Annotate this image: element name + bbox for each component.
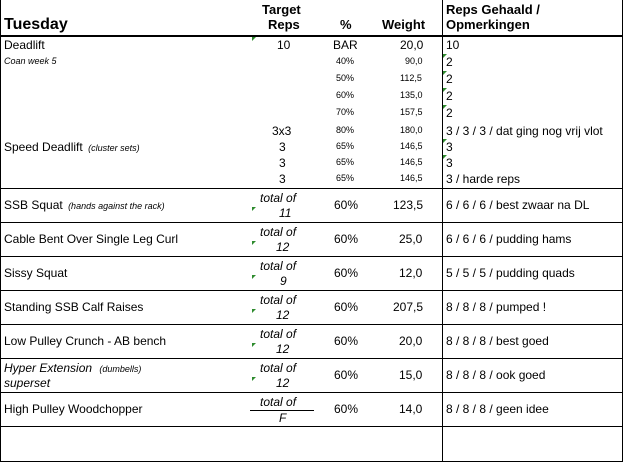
exercise-pct: 60% xyxy=(334,198,359,212)
exercise-name: Low Pulley Crunch - AB bench xyxy=(4,334,167,348)
deadlift-weight: 90,0 xyxy=(405,56,423,66)
row-rule-3 xyxy=(0,256,623,257)
target-reps-line2: 11 xyxy=(279,206,292,220)
exercise-name xyxy=(4,362,141,374)
exercise-weight: 15,0 xyxy=(399,368,423,382)
row-rule-8 xyxy=(0,426,623,427)
target-reps-line1: total of xyxy=(260,293,297,307)
notes-header-line1: Reps Gehaald / xyxy=(446,2,540,17)
exercise-weight: 12,0 xyxy=(399,266,423,280)
target-reps-line1: total of xyxy=(260,225,297,239)
weight-header: Weight xyxy=(382,17,426,32)
speed-deadlift-pct: 65% xyxy=(336,157,355,167)
target-reps-line1: total of xyxy=(260,259,297,273)
exercise-note: 6 / 6 / 6 / best zwaar na DL xyxy=(446,198,590,212)
row-rule-7 xyxy=(0,392,623,393)
exercise-note: 8 / 8 / 8 / pumped ! xyxy=(446,300,547,314)
exercise-pct: 60% xyxy=(334,402,359,416)
row-rule-1 xyxy=(0,188,623,189)
target-reps-line2: F xyxy=(279,411,287,425)
exercise-name: Standing SSB Calf Raises xyxy=(4,300,144,314)
exercise-label: Hyper Extension xyxy=(4,361,93,375)
exercise-note: 5 / 5 / 5 / pudding quads xyxy=(446,266,575,280)
target-reps-line2: 12 xyxy=(276,308,290,322)
deadlift-note: 2 xyxy=(446,89,453,103)
exercise-pct: 60% xyxy=(334,368,359,382)
exercise-weight: 14,0 xyxy=(399,402,423,416)
comment-marker xyxy=(252,343,256,347)
target-reps-line1: total of xyxy=(260,327,297,341)
deadlift-weight: 112,5 xyxy=(400,73,422,83)
exercise-name: High Pulley Woodchopper xyxy=(4,402,143,416)
deadlift-note: 2 xyxy=(446,106,453,120)
comment-marker xyxy=(252,377,256,381)
exercise-name xyxy=(4,199,165,211)
exercise-weight: 207,5 xyxy=(393,300,424,314)
exercise-note: 8 / 8 / 8 / best goed xyxy=(446,334,549,348)
speed-deadlift-reps: 3 xyxy=(279,156,286,170)
exercise-note: 8 / 8 / 8 / geen idee xyxy=(446,402,549,416)
deadlift-note: 10 xyxy=(446,38,460,52)
exercise-qualifier: (hands against the rack) xyxy=(68,201,165,211)
exercise-subtitle-deadlift: Coan week 5 xyxy=(4,56,57,66)
deadlift-pct: 60% xyxy=(336,90,355,100)
exercise-pct: 60% xyxy=(334,232,359,246)
speed-deadlift-weight: 146,5 xyxy=(400,141,423,151)
target-reps-line2: 12 xyxy=(276,376,290,390)
exercise-name-deadlift: Deadlift xyxy=(4,38,45,52)
deadlift-reps: 3x3 xyxy=(272,124,292,138)
percent-header: % xyxy=(340,17,352,32)
deadlift-weight: 135,0 xyxy=(400,90,423,100)
deadlift-weight: 20,0 xyxy=(400,38,424,52)
deadlift-note: 3 / 3 / 3 / dat ging nog vrij vlot xyxy=(446,124,603,138)
target-reps-line1: total of xyxy=(260,361,297,375)
deadlift-weight: 157,5 xyxy=(400,107,423,117)
exercise-weight: 25,0 xyxy=(399,232,423,246)
deadlift-pct: 40% xyxy=(336,56,355,66)
deadlift-pct: 50% xyxy=(336,73,355,83)
exercise-name: Sissy Squat xyxy=(4,266,68,280)
exercise-pct: 60% xyxy=(334,334,359,348)
deadlift-pct: 80% xyxy=(336,125,355,135)
comment-marker xyxy=(252,207,256,211)
row-rule-6 xyxy=(0,358,623,359)
exercise-weight: 123,5 xyxy=(393,198,424,212)
speed-deadlift-weight: 146,5 xyxy=(400,157,423,167)
exercise-qualifier: (dumbells) xyxy=(99,364,142,374)
speed-deadlift-note: 3 xyxy=(446,140,453,154)
target-reps-line2: 12 xyxy=(276,342,290,356)
speed-deadlift-pct: 65% xyxy=(336,141,355,151)
exercise-name: Cable Bent Over Single Leg Curl xyxy=(4,232,179,246)
notes-header-line2: Opmerkingen xyxy=(446,17,530,32)
deadlift-pct: BAR xyxy=(333,38,358,52)
speed-deadlift-reps: 3 xyxy=(279,172,286,186)
target-reps-header-line2: Reps xyxy=(268,17,300,32)
row-rule-5 xyxy=(0,324,623,325)
comment-marker xyxy=(252,275,256,279)
comment-marker xyxy=(252,241,256,245)
deadlift-note: 2 xyxy=(446,55,453,69)
deadlift-weight: 180,0 xyxy=(400,125,423,135)
comment-marker xyxy=(252,309,256,313)
exercise-pct: 60% xyxy=(334,266,359,280)
exercise-name-line2: superset xyxy=(4,376,51,390)
speed-deadlift-pct: 65% xyxy=(336,173,355,183)
target-reps-header-line1: Target xyxy=(262,2,301,17)
speed-deadlift-note: 3 xyxy=(446,156,453,170)
speed-deadlift-weight: 146,5 xyxy=(400,173,423,183)
row-rule-2 xyxy=(0,222,623,223)
exercise-pct: 60% xyxy=(334,300,359,314)
target-reps-line1: total of xyxy=(260,191,297,205)
exercise-name: Speed Deadlift xyxy=(4,140,83,154)
exercise-qualifier: (cluster sets) xyxy=(88,143,140,153)
target-reps-line2: 9 xyxy=(280,274,287,288)
row-rule-4 xyxy=(0,290,623,291)
header-rule xyxy=(0,35,623,37)
target-reps-line2: 12 xyxy=(276,240,290,254)
deadlift-pct: 70% xyxy=(336,107,355,117)
speed-deadlift-reps: 3 xyxy=(279,140,286,154)
deadlift-reps: 10 xyxy=(277,38,291,52)
exercise-note: 6 / 6 / 6 / pudding hams xyxy=(446,232,572,246)
day-title: Tuesday xyxy=(4,16,68,33)
exercise-label: SSB Squat xyxy=(4,198,63,212)
exercise-note: 8 / 8 / 8 / ook goed xyxy=(446,368,546,382)
exercise-name-speed-deadlift xyxy=(4,141,140,153)
deadlift-note: 2 xyxy=(446,72,453,86)
comment-marker xyxy=(252,37,256,41)
exercise-weight: 20,0 xyxy=(399,334,423,348)
target-reps-line1: total of xyxy=(260,395,297,409)
speed-deadlift-note: 3 / harde reps xyxy=(446,172,521,186)
